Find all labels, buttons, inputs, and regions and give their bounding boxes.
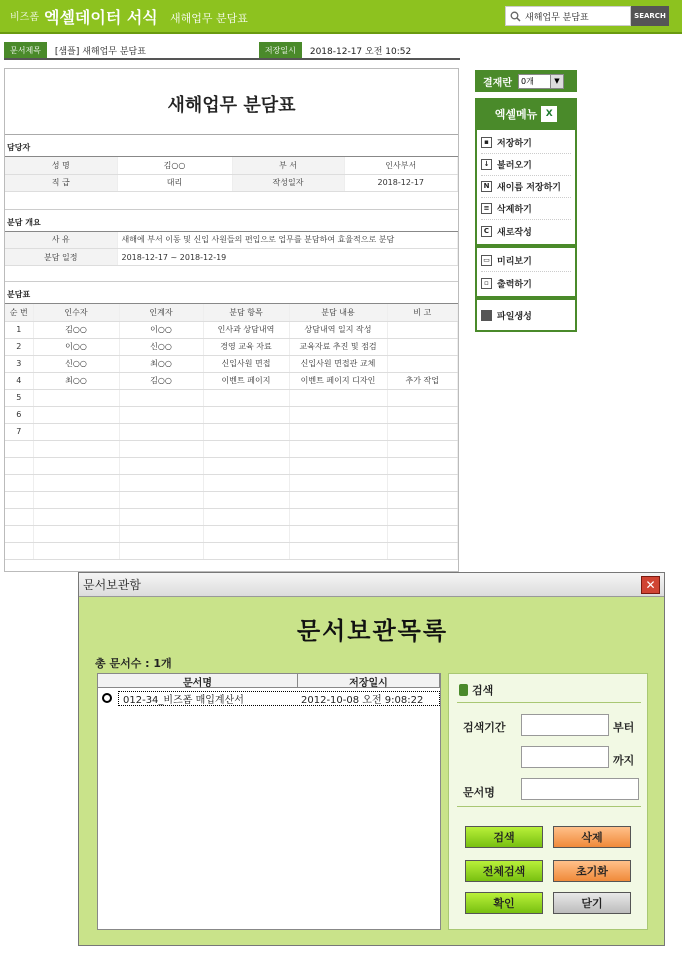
ok-button[interactable]: 확인 [465, 892, 543, 914]
table-cell[interactable] [119, 457, 203, 474]
menu-item-label: 불러오기 [497, 161, 532, 171]
menu-item-label: 파일생성 [497, 311, 532, 322]
table-cell[interactable] [289, 525, 387, 542]
table-cell[interactable] [5, 474, 33, 491]
table-cell[interactable]: 김○○ [117, 157, 232, 174]
table-cell[interactable]: 이○○ [119, 321, 203, 338]
dialog-heading: 문서보관목록 [296, 617, 449, 645]
table-cell: 6 [5, 406, 33, 423]
approval-select[interactable] [518, 74, 564, 89]
doc-title-label: 문서제목 [4, 42, 47, 58]
table-cell[interactable] [203, 406, 289, 423]
menu-item-label: 새이름 저장하기 [497, 183, 561, 193]
table-cell: 1 [5, 321, 33, 338]
table-cell[interactable]: 최○○ [119, 355, 203, 372]
to-label: 까지 [613, 754, 635, 767]
docname-label: 문서명 [463, 786, 495, 799]
table-cell[interactable]: 상담내역 일지 작성 [289, 321, 387, 338]
menu-group-print [475, 248, 577, 298]
doc-title-value: [샘플] 새해업무 분담표 [54, 46, 146, 57]
table-cell[interactable] [289, 491, 387, 508]
table-row [5, 338, 458, 355]
table-row [5, 372, 458, 389]
table-cell[interactable] [387, 406, 458, 423]
document-title: 새해업무 분담표 [5, 69, 458, 135]
table-cell[interactable]: 경영 교육 자료 [203, 338, 289, 355]
save-time-value: 2018-12-17 오전 10:52 [309, 46, 412, 57]
table-cell[interactable]: 인사부서 [344, 157, 458, 174]
table-cell[interactable] [387, 508, 458, 525]
chevron-down-icon[interactable]: ▼ [550, 75, 563, 88]
table-cell[interactable] [289, 474, 387, 491]
excel-menu-title: 엑셀메뉴 [494, 108, 538, 121]
list-item[interactable] [98, 690, 440, 706]
table-cell: 7 [5, 423, 33, 440]
column-header: 순 번 [5, 304, 33, 321]
menu-group-create [475, 300, 577, 332]
table-cell[interactable]: 대리 [117, 174, 232, 191]
document-count: 총 문서수 : 1개 [95, 657, 172, 670]
table-cell[interactable] [119, 474, 203, 491]
table-row [5, 174, 458, 191]
table-cell[interactable] [33, 525, 119, 542]
table-cell[interactable]: 김○○ [33, 321, 119, 338]
column-header-name: 문서명 [98, 674, 298, 687]
table-cell[interactable]: 새해에 부서 이동 및 신입 사원들의 편입으로 업무를 분담하여 효율적으로 분담 [117, 232, 458, 249]
table-cell[interactable]: 2018-12-17 [344, 174, 458, 191]
table-cell[interactable]: 신○○ [119, 338, 203, 355]
date-to-input[interactable] [521, 746, 609, 768]
search-button[interactable]: 검색 [465, 826, 543, 848]
table-cell[interactable] [5, 542, 33, 559]
table-cell[interactable] [33, 389, 119, 406]
table-cell: 성 명 [5, 157, 117, 174]
table-cell[interactable] [5, 508, 33, 525]
table-row [5, 389, 458, 406]
document-list[interactable] [97, 673, 441, 930]
table-cell[interactable] [387, 474, 458, 491]
menu-item-new[interactable] [481, 220, 571, 242]
menu-item-preview[interactable] [481, 250, 571, 272]
table-row-empty [5, 508, 458, 525]
table-cell[interactable] [119, 406, 203, 423]
save-icon: ▪ [481, 137, 492, 148]
table-cell[interactable] [289, 542, 387, 559]
search-input[interactable] [505, 6, 631, 26]
table-cell[interactable] [203, 457, 289, 474]
table-cell[interactable] [387, 423, 458, 440]
table-cell[interactable] [119, 525, 203, 542]
table-cell[interactable] [119, 440, 203, 457]
table-cell[interactable]: 신입사원 면접관 교체 [289, 355, 387, 372]
table-cell[interactable] [119, 508, 203, 525]
delete-button[interactable]: 삭제 [553, 826, 631, 848]
column-header-date: 저장일시 [298, 674, 440, 687]
table-cell[interactable]: 김○○ [119, 372, 203, 389]
table-cell[interactable] [289, 457, 387, 474]
table-cell[interactable] [203, 525, 289, 542]
table-cell[interactable]: 최○○ [33, 372, 119, 389]
menu-item-save[interactable] [481, 132, 571, 154]
table-cell[interactable] [387, 389, 458, 406]
document-date: 2012-10-08 오전 9:08:22 [301, 694, 424, 706]
excel-menu-header [475, 98, 577, 130]
monitor-icon: ▭ [481, 255, 492, 266]
table-cell[interactable] [203, 491, 289, 508]
document-sheet [4, 68, 459, 572]
brand-logo[interactable]: 비즈폼 [10, 12, 39, 23]
table-cell[interactable] [119, 491, 203, 508]
overview-table [5, 232, 458, 267]
table-cell: 분담 일정 [5, 249, 117, 266]
table-cell[interactable] [387, 440, 458, 457]
table-cell[interactable]: 추가 작업 [387, 372, 458, 389]
excel-icon: X [541, 106, 557, 122]
table-cell: 2 [5, 338, 33, 355]
table-cell[interactable] [387, 321, 458, 338]
table-cell[interactable]: 이벤트 페이지 디자인 [289, 372, 387, 389]
search-title-label: 검색 [472, 684, 494, 697]
table-cell[interactable]: 이○○ [33, 338, 119, 355]
menu-item-label: 미리보기 [497, 257, 532, 267]
menu-item-print[interactable] [481, 272, 571, 294]
column-header: 인계자 [119, 304, 203, 321]
dialog-titlebar[interactable] [79, 573, 664, 597]
column-header: 인수자 [33, 304, 119, 321]
table-cell: 사 유 [5, 232, 117, 249]
person-table [5, 157, 458, 192]
table-cell: 5 [5, 389, 33, 406]
table-cell[interactable] [289, 508, 387, 525]
save-time-label: 저장일시 [259, 42, 302, 58]
menu-item-label: 저장하기 [497, 139, 532, 149]
app-title: 엑셀데이터 서식 [44, 8, 158, 27]
table-cell[interactable] [33, 406, 119, 423]
top-bar [0, 0, 682, 34]
table-cell: 3 [5, 355, 33, 372]
from-label: 부터 [613, 721, 635, 734]
new-doc-icon: C [481, 226, 492, 237]
document-name: 012-34_비즈폼 매입계산서 [123, 694, 244, 706]
save-as-icon: N [481, 181, 492, 192]
table-row-empty [5, 491, 458, 508]
overview-section-title: 분담 개요 [5, 214, 458, 232]
table-row-empty [5, 542, 458, 559]
table-cell[interactable] [387, 338, 458, 355]
table-cell: 직 급 [5, 174, 117, 191]
table-cell[interactable] [33, 457, 119, 474]
spacer [5, 192, 458, 210]
printer-icon: ▫ [481, 278, 492, 289]
search-value: 새해업무 분담표 [525, 12, 589, 23]
dialog-title: 문서보관함 [83, 578, 141, 592]
table-cell[interactable] [33, 474, 119, 491]
search-panel [448, 673, 648, 930]
load-icon: ↓ [481, 159, 492, 170]
table-cell[interactable] [5, 525, 33, 542]
table-row [5, 355, 458, 372]
table-cell[interactable] [203, 423, 289, 440]
table-cell[interactable] [203, 440, 289, 457]
table-cell[interactable]: 교육자료 추진 및 점검 [289, 338, 387, 355]
table-cell[interactable] [387, 542, 458, 559]
table-cell[interactable] [203, 542, 289, 559]
archive-dialog [78, 572, 665, 946]
table-row-empty [5, 457, 458, 474]
table-row [5, 406, 458, 423]
assign-table [5, 304, 458, 560]
menu-item-save-as[interactable] [481, 176, 571, 198]
table-cell[interactable] [119, 423, 203, 440]
table-cell[interactable]: 신○○ [33, 355, 119, 372]
menu-item-label: 새로작성 [497, 227, 532, 238]
column-header: 비 고 [387, 304, 458, 321]
table-cell[interactable] [5, 457, 33, 474]
column-header: 분담 내용 [289, 304, 387, 321]
divider [457, 702, 641, 703]
table-cell[interactable] [33, 423, 119, 440]
approval-bar [475, 70, 577, 92]
table-cell[interactable] [5, 491, 33, 508]
table-cell[interactable] [289, 389, 387, 406]
table-header-row [5, 304, 458, 321]
close-icon[interactable]: ✕ [641, 576, 660, 594]
folder-icon [481, 310, 492, 321]
search-button[interactable]: SEARCH [631, 6, 669, 26]
table-row [5, 232, 458, 249]
list-item-content [118, 691, 440, 706]
column-header: 분담 항목 [203, 304, 289, 321]
table-cell[interactable] [289, 406, 387, 423]
table-cell: 부 서 [232, 157, 344, 174]
close-button[interactable]: 닫기 [553, 892, 631, 914]
date-from-input[interactable] [521, 714, 609, 736]
page-subtitle: 새해업무 분담표 [170, 12, 248, 25]
period-label: 검색기간 [463, 721, 506, 734]
table-row [5, 423, 458, 440]
menu-item-create-file[interactable] [481, 302, 571, 328]
reset-button[interactable]: 초기화 [553, 860, 631, 882]
person-section-title: 담당자 [5, 139, 458, 157]
table-cell: 작성일자 [232, 174, 344, 191]
table-cell[interactable] [33, 542, 119, 559]
divider [457, 806, 641, 807]
table-cell[interactable] [33, 508, 119, 525]
table-cell[interactable] [289, 423, 387, 440]
table-cell[interactable] [203, 389, 289, 406]
table-cell[interactable] [387, 457, 458, 474]
table-cell[interactable] [33, 491, 119, 508]
table-cell[interactable] [33, 440, 119, 457]
table-row-empty [5, 440, 458, 457]
table-cell[interactable]: 이벤트 페이지 [203, 372, 289, 389]
table-row-empty [5, 474, 458, 491]
menu-item-load[interactable] [481, 154, 571, 176]
table-row [5, 249, 458, 266]
table-cell[interactable]: 2018-12-17 ~ 2018-12-19 [117, 249, 458, 266]
table-cell[interactable] [387, 355, 458, 372]
select-radio[interactable] [102, 693, 112, 703]
spacer [5, 266, 458, 282]
table-cell[interactable] [387, 525, 458, 542]
table-row-empty [5, 525, 458, 542]
table-cell[interactable]: 신입사원 면접 [203, 355, 289, 372]
table-cell: 4 [5, 372, 33, 389]
table-cell[interactable] [5, 440, 33, 457]
table-cell[interactable] [289, 440, 387, 457]
search-panel-icon [459, 684, 468, 696]
meta-bar [4, 42, 460, 60]
menu-group-file [475, 130, 577, 246]
table-row [5, 321, 458, 338]
menu-item-label: 출력하기 [497, 279, 532, 290]
table-cell[interactable] [119, 542, 203, 559]
approval-label: 결재란 [483, 77, 512, 89]
trash-icon: ≡ [481, 203, 492, 214]
table-row [5, 157, 458, 174]
table-cell[interactable] [387, 491, 458, 508]
menu-item-delete[interactable] [481, 198, 571, 220]
search-icon [510, 11, 521, 22]
table-cell[interactable]: 인사과 상담내역 [203, 321, 289, 338]
sidebar [475, 70, 577, 332]
search-all-button[interactable]: 전체검색 [465, 860, 543, 882]
table-cell[interactable] [119, 389, 203, 406]
menu-item-label: 삭제하기 [497, 205, 532, 215]
table-cell[interactable] [203, 474, 289, 491]
list-header [98, 674, 440, 688]
docname-input[interactable] [521, 778, 639, 800]
table-cell[interactable] [203, 508, 289, 525]
approval-value: 0개 [520, 76, 534, 86]
search-panel-title [459, 682, 493, 698]
assign-section-title: 분담표 [5, 286, 458, 304]
